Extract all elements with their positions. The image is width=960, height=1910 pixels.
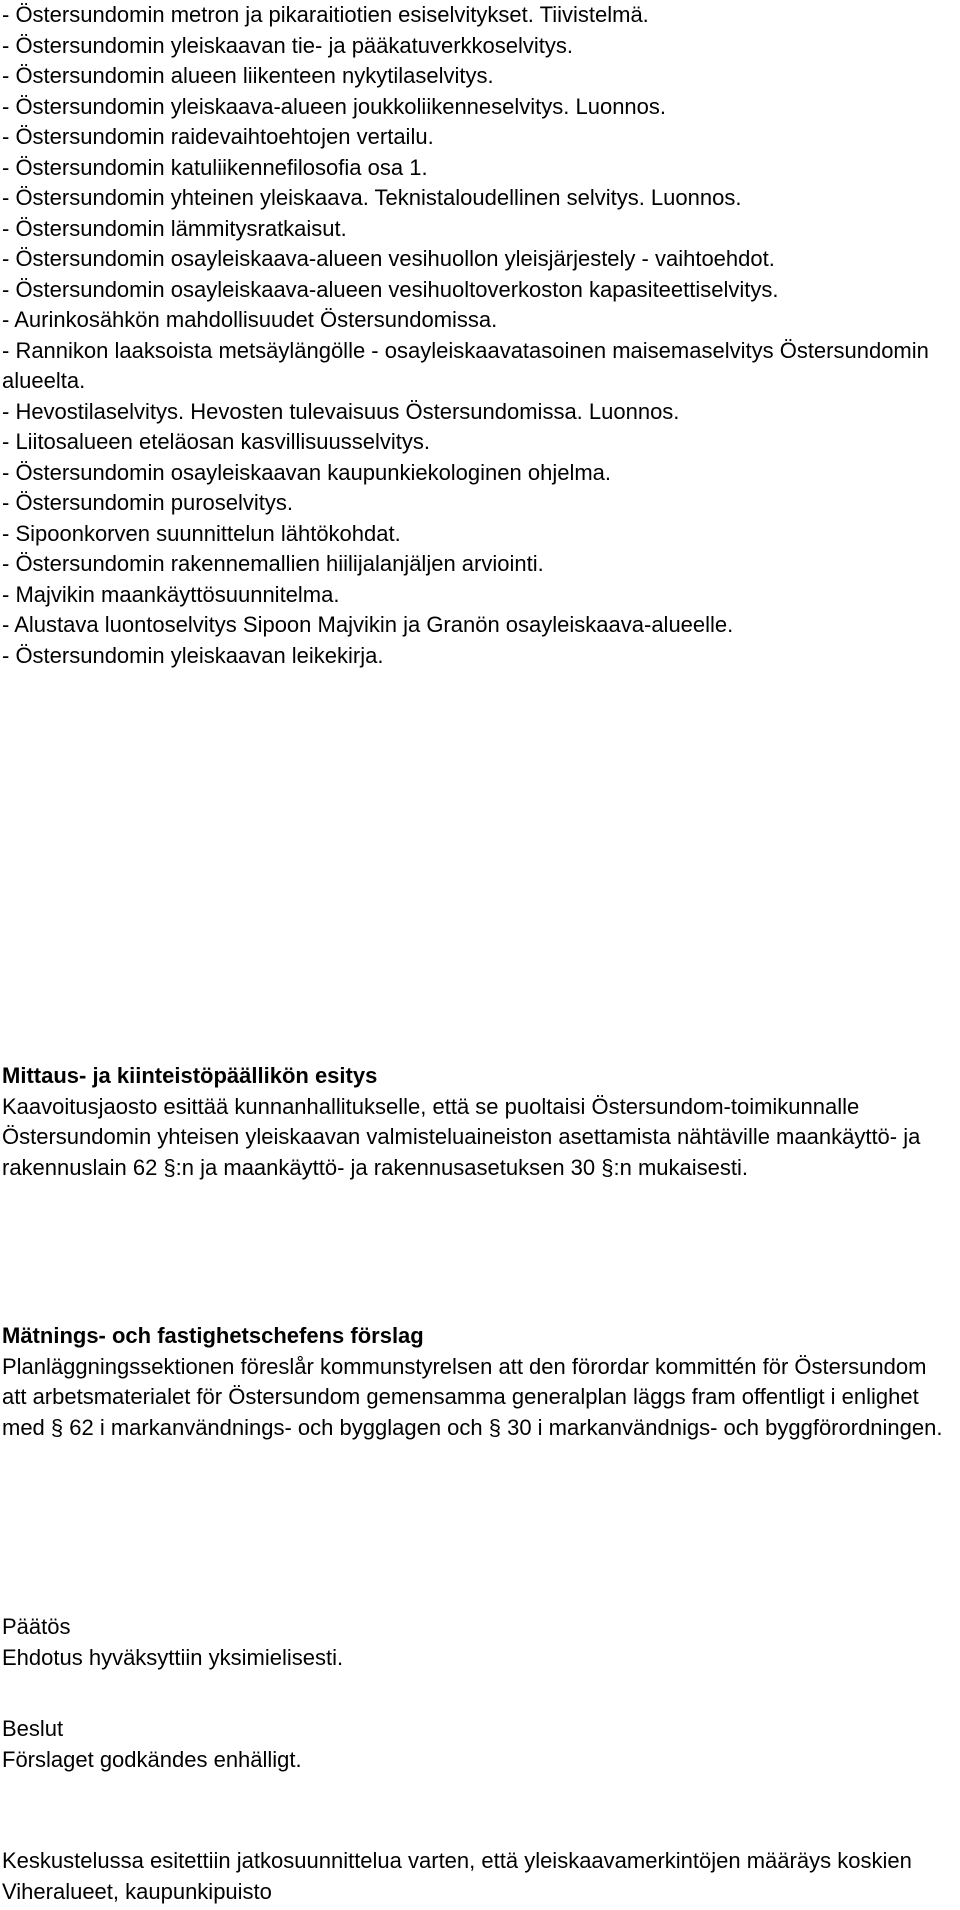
list-item: - Majvikin maankäyttösuunnitelma. [2, 581, 340, 607]
list-item: - Östersundomin metron ja pikaraitiotien esiselvitykset. Tiivistelmä. [2, 2, 649, 27]
sv-proposal-section [0, 1321, 945, 1443]
decision-sv-text: Förslaget godkändes enhälligt. [2, 1746, 302, 1772]
decision-fi-label: Päätös [2, 1614, 71, 1639]
fi-proposal-section [0, 1061, 945, 1183]
list-item: - Rannikon laaksoista metsäylängölle - osayleiskaavatasoinen maisemaselvitys Östersundomin alueelta. [2, 337, 929, 393]
discussion-section [0, 1846, 945, 1907]
list-item: - Östersundomin katuliikennefilosofia osa 1. [2, 154, 428, 180]
sv-proposal-text: Planläggningssektionen föreslår kommunstyrelsen att den förordar kommittén för Östersundom att arbetsmaterialet för Östersundom gemensamma generalplan läggs fram offentligt i enlighet med § 62 i markanvändnings- och bygglagen och § 30 i markanvändnigs- och byggförordningen. [2, 1353, 943, 1440]
list-item: - Östersundomin rakennemallien hiilijalanjäljen arviointi. [2, 551, 544, 576]
decision-sv-label: Beslut [2, 1716, 64, 1741]
list-item: - Östersundomin yhteinen yleiskaava. Teknistaloudellinen selvitys. Luonnos. [2, 185, 742, 210]
fi-proposal-heading: Mittaus- ja kiinteistöpäällikön esitys [2, 1063, 378, 1088]
list-item: - Liitosalueen eteläosan kasvillisuusselvitys. [2, 429, 430, 454]
list-item: - Hevostilaselvitys. Hevosten tulevaisuus Östersundomissa. Luonnos. [2, 398, 680, 424]
list-item: - Östersundomin raidevaihtoehtojen vertailu. [2, 124, 434, 149]
list-item: - Östersundomin puroselvitys. [2, 490, 293, 515]
list-item: - Aurinkosähkön mahdollisuudet Östersundomissa. [2, 307, 498, 332]
list-item: - Östersundomin yleiskaavan tie- ja pääkatuverkkoselvitys. [2, 32, 574, 58]
report-list [0, 0, 930, 671]
decision-fi-text: Ehdotus hyväksyttiin yksimielisesti. [2, 1644, 344, 1670]
list-item: - Östersundomin osayleiskaavan kaupunkiekologinen ohjelma. [2, 459, 612, 485]
list-item: - Östersundomin osayleiskaava-alueen vesihuoltoverkoston kapasiteettiselvitys. [2, 276, 779, 302]
decision-sv-section [0, 1714, 945, 1775]
discussion-text: Keskustelussa esitettiin jatkosuunnittelua varten, että yleiskaavamerkintöjen määräys koskien Viheralueet, kaupunkipuisto [2, 1848, 912, 1904]
list-item: - Östersundomin osayleiskaava-alueen vesihuollon yleisjärjestely - vaihtoehdot. [2, 246, 775, 271]
list-item: - Sipoonkorven suunnittelun lähtökohdat. [2, 520, 401, 546]
fi-proposal-text: Kaavoitusjaosto esittää kunnanhallitukselle, että se puoltaisi Östersundom-toimikunnalle Östersundomin yhteisen yleiskaavan valmisteluaineiston asettamista nähtäville maankäyttö- ja rakennuslain 62 §:n ja maankäyttö- ja rakennusasetuksen 30 §:n mukaisesti. [2, 1093, 921, 1180]
list-item: - Östersundomin yleiskaavan leikekirja. [2, 642, 384, 668]
list-item: - Östersundomin lämmitysratkaisut. [2, 215, 347, 241]
list-item: - Alustava luontoselvitys Sipoon Majvikin ja Granön osayleiskaava-alueelle. [2, 612, 734, 637]
decision-fi-section [0, 1612, 945, 1673]
list-item: - Östersundomin alueen liikenteen nykytilaselvitys. [2, 63, 494, 88]
sv-proposal-heading: Mätnings- och fastighetschefens förslag [2, 1323, 424, 1348]
list-item: - Östersundomin yleiskaava-alueen joukkoliikenneselvitys. Luonnos. [2, 93, 667, 119]
